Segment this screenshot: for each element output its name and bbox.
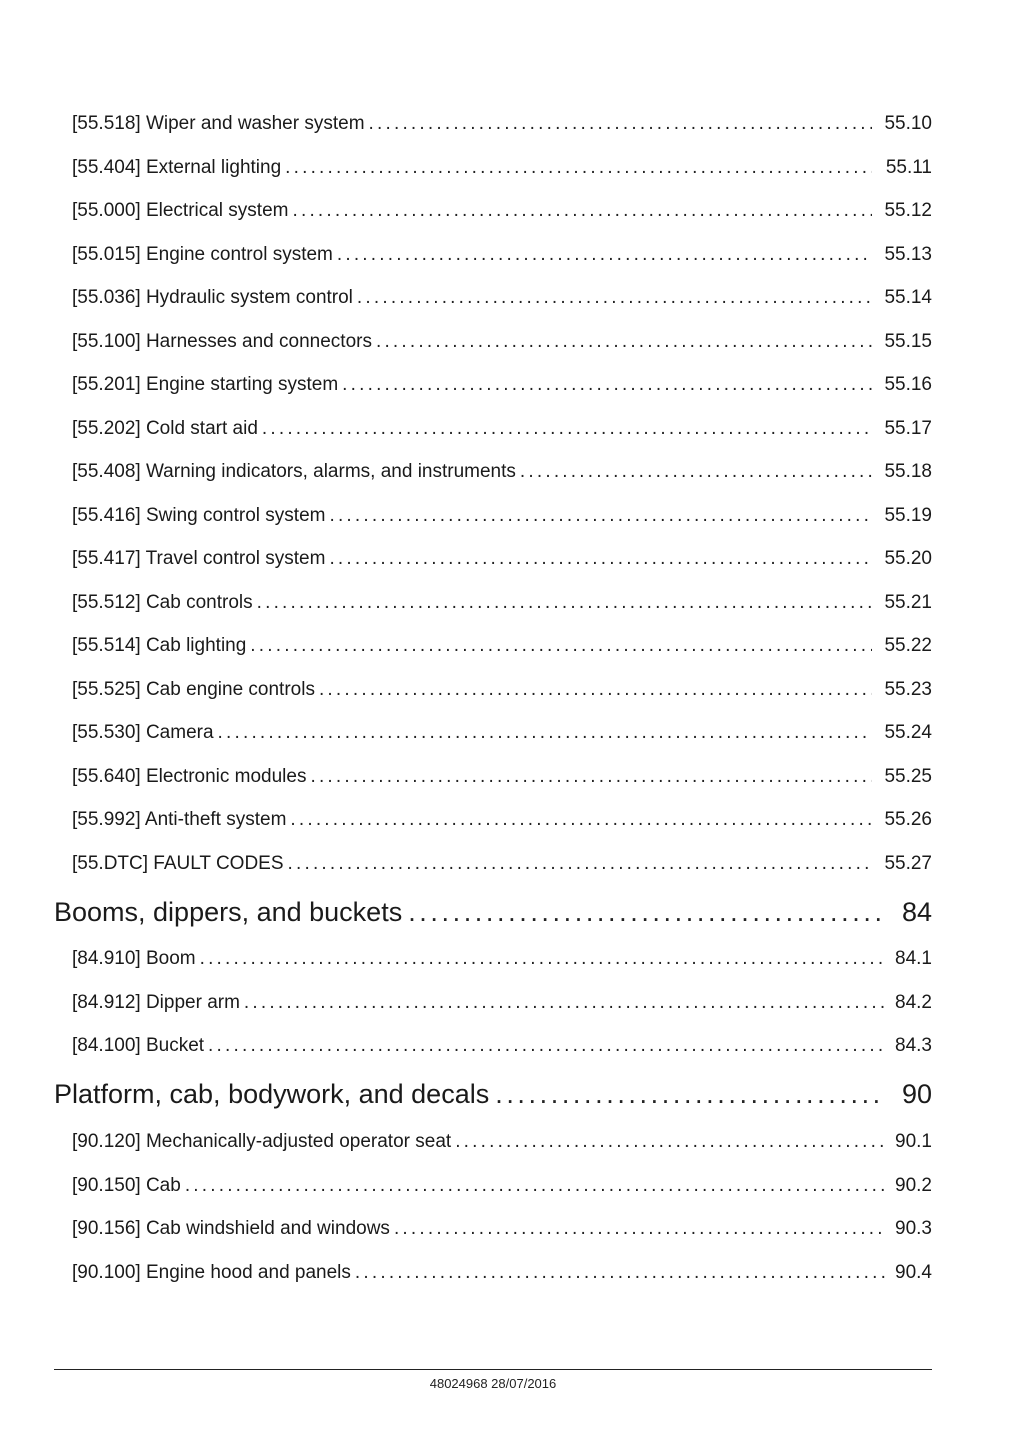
toc-entry-title: [55.992] Anti-theft system: [72, 809, 287, 830]
section-heading-page: 90: [901, 1079, 932, 1109]
toc-entry[interactable]: [72, 1262, 932, 1284]
toc-entry[interactable]: [72, 592, 932, 614]
toc-entry-page: 90.1: [895, 1131, 932, 1152]
toc-entry[interactable]: [72, 418, 932, 440]
toc-entry-title: [55.514] Cab lighting: [72, 635, 247, 656]
toc-entry[interactable]: [72, 113, 932, 135]
toc-entry-title: [55.518] Wiper and washer system: [72, 113, 365, 134]
leader-dots: [455, 1131, 886, 1153]
toc-entry-title: [55.015] Engine control system: [72, 244, 333, 265]
toc-entry[interactable]: [72, 1175, 932, 1197]
section-heading-title: Booms, dippers, and buckets: [54, 897, 403, 927]
toc-entry-title: [90.100] Engine hood and panels: [72, 1262, 351, 1283]
toc-entry-page: 90.2: [895, 1175, 932, 1196]
toc-entry-page: 55.18: [884, 461, 932, 482]
leader-dots: [185, 1175, 886, 1197]
leader-dots: [208, 1035, 886, 1057]
toc-entry-title: [55.408] Warning indicators, alarms, and instruments: [72, 461, 516, 482]
leader-dots: [394, 1218, 886, 1240]
leader-dots: [200, 948, 886, 970]
toc-entry[interactable]: [72, 948, 932, 970]
toc-entry-title: [84.100] Bucket: [72, 1035, 205, 1056]
toc-entry-page: 55.12: [884, 200, 932, 221]
toc-entry-page: 55.24: [884, 722, 932, 743]
leader-dots: [357, 287, 872, 309]
toc-entry-title: [55.512] Cab controls: [72, 592, 253, 613]
leader-dots: [342, 374, 872, 396]
toc-entry-page: 55.14: [884, 287, 932, 308]
toc-entry[interactable]: [72, 679, 932, 701]
toc-entry-title: [90.120] Mechanically-adjusted operator seat: [72, 1131, 452, 1152]
leader-dots: [376, 331, 872, 353]
toc-entry-page: 84.2: [895, 992, 932, 1013]
leader-dots: [355, 1262, 886, 1284]
toc-entry-title: [55.202] Cold start aid: [72, 418, 258, 439]
toc-entry-page: 90.3: [895, 1218, 932, 1239]
toc-entry-title: [55.000] Electrical system: [72, 200, 289, 221]
toc-entry-title: [55.530] Camera: [72, 722, 214, 743]
toc-section-heading[interactable]: [54, 1079, 932, 1110]
leader-dots: [408, 897, 886, 928]
leader-dots: [520, 461, 872, 483]
toc-entry-page: 55.16: [884, 374, 932, 395]
toc-entry-title: [55.DTC] FAULT CODES: [72, 853, 284, 874]
toc-entry[interactable]: [72, 1131, 932, 1153]
section-heading-page: 84: [901, 897, 932, 927]
leader-dots: [257, 592, 872, 614]
leader-dots: [244, 992, 886, 1014]
toc-entry[interactable]: [72, 635, 932, 657]
toc-entry-title: [84.910] Boom: [72, 948, 196, 969]
toc-entry-page: 84.1: [895, 948, 932, 969]
toc-entry-title: [55.404] External lighting: [72, 157, 282, 178]
leader-dots: [285, 157, 872, 179]
toc-entry-page: 55.13: [884, 244, 932, 265]
toc-entry-page: 55.19: [884, 505, 932, 526]
toc-entry-page: 55.10: [884, 113, 932, 134]
toc-entry[interactable]: [72, 505, 932, 527]
toc-entry-page: 55.21: [884, 592, 932, 613]
toc-entry-page: 90.4: [895, 1262, 932, 1283]
toc-entry[interactable]: [72, 157, 932, 179]
toc-entry-page: 84.3: [895, 1035, 932, 1056]
toc-entry[interactable]: [72, 331, 932, 353]
toc-entry-page: 55.20: [884, 548, 932, 569]
section-heading-title: Platform, cab, bodywork, and decals: [54, 1079, 490, 1109]
leader-dots: [290, 809, 872, 831]
toc-entry[interactable]: [72, 1218, 932, 1240]
toc-entry[interactable]: [72, 287, 932, 309]
toc-entry[interactable]: [72, 548, 932, 570]
toc-entry-title: [55.201] Engine starting system: [72, 374, 339, 395]
toc-entry-page: 55.11: [885, 157, 932, 178]
leader-dots: [288, 853, 872, 875]
leader-dots: [310, 766, 872, 788]
toc-entry-page: 55.15: [884, 331, 932, 352]
leader-dots: [262, 418, 872, 440]
toc-entry-page: 55.22: [884, 635, 932, 656]
toc-entry-title: [55.417] Travel control system: [72, 548, 326, 569]
leader-dots: [319, 679, 872, 701]
toc-entry-page: 55.25: [884, 766, 932, 787]
toc-entry-page: 55.26: [884, 809, 932, 830]
toc-entry-title: [55.036] Hydraulic system control: [72, 287, 353, 308]
toc-entry-title: [55.100] Harnesses and connectors: [72, 331, 372, 352]
toc-entry[interactable]: [72, 461, 932, 483]
toc-entry-title: [90.150] Cab: [72, 1175, 181, 1196]
footer-doc-id: 48024968 28/07/2016: [429, 1376, 557, 1391]
toc-entry[interactable]: [72, 722, 932, 744]
toc-entry-page: 55.17: [884, 418, 932, 439]
toc-entry-page: 55.23: [884, 679, 932, 700]
toc-entry-title: [90.156] Cab windshield and windows: [72, 1218, 390, 1239]
leader-dots: [369, 113, 872, 135]
toc-entry-title: [55.416] Swing control system: [72, 505, 326, 526]
leader-dots: [218, 722, 872, 744]
leader-dots: [337, 244, 872, 266]
leader-dots: [292, 200, 872, 222]
toc-entry[interactable]: [72, 853, 932, 875]
toc-entry-title: [55.525] Cab engine controls: [72, 679, 315, 700]
toc-entry[interactable]: [72, 1035, 932, 1057]
toc-entry[interactable]: [72, 244, 932, 266]
footer-divider: [54, 1369, 932, 1370]
leader-dots: [329, 505, 872, 527]
toc-section-heading[interactable]: [54, 897, 932, 928]
toc-entry-page: 55.27: [884, 853, 932, 874]
toc-entry[interactable]: [72, 809, 932, 831]
toc-entry-title: [55.640] Electronic modules: [72, 766, 307, 787]
leader-dots: [495, 1079, 886, 1110]
toc-entry[interactable]: [72, 766, 932, 788]
leader-dots: [329, 548, 872, 570]
leader-dots: [250, 635, 872, 657]
toc-entry[interactable]: [72, 200, 932, 222]
toc-entry-title: [84.912] Dipper arm: [72, 992, 240, 1013]
toc-entry[interactable]: [72, 374, 932, 396]
toc-entry[interactable]: [72, 992, 932, 1014]
